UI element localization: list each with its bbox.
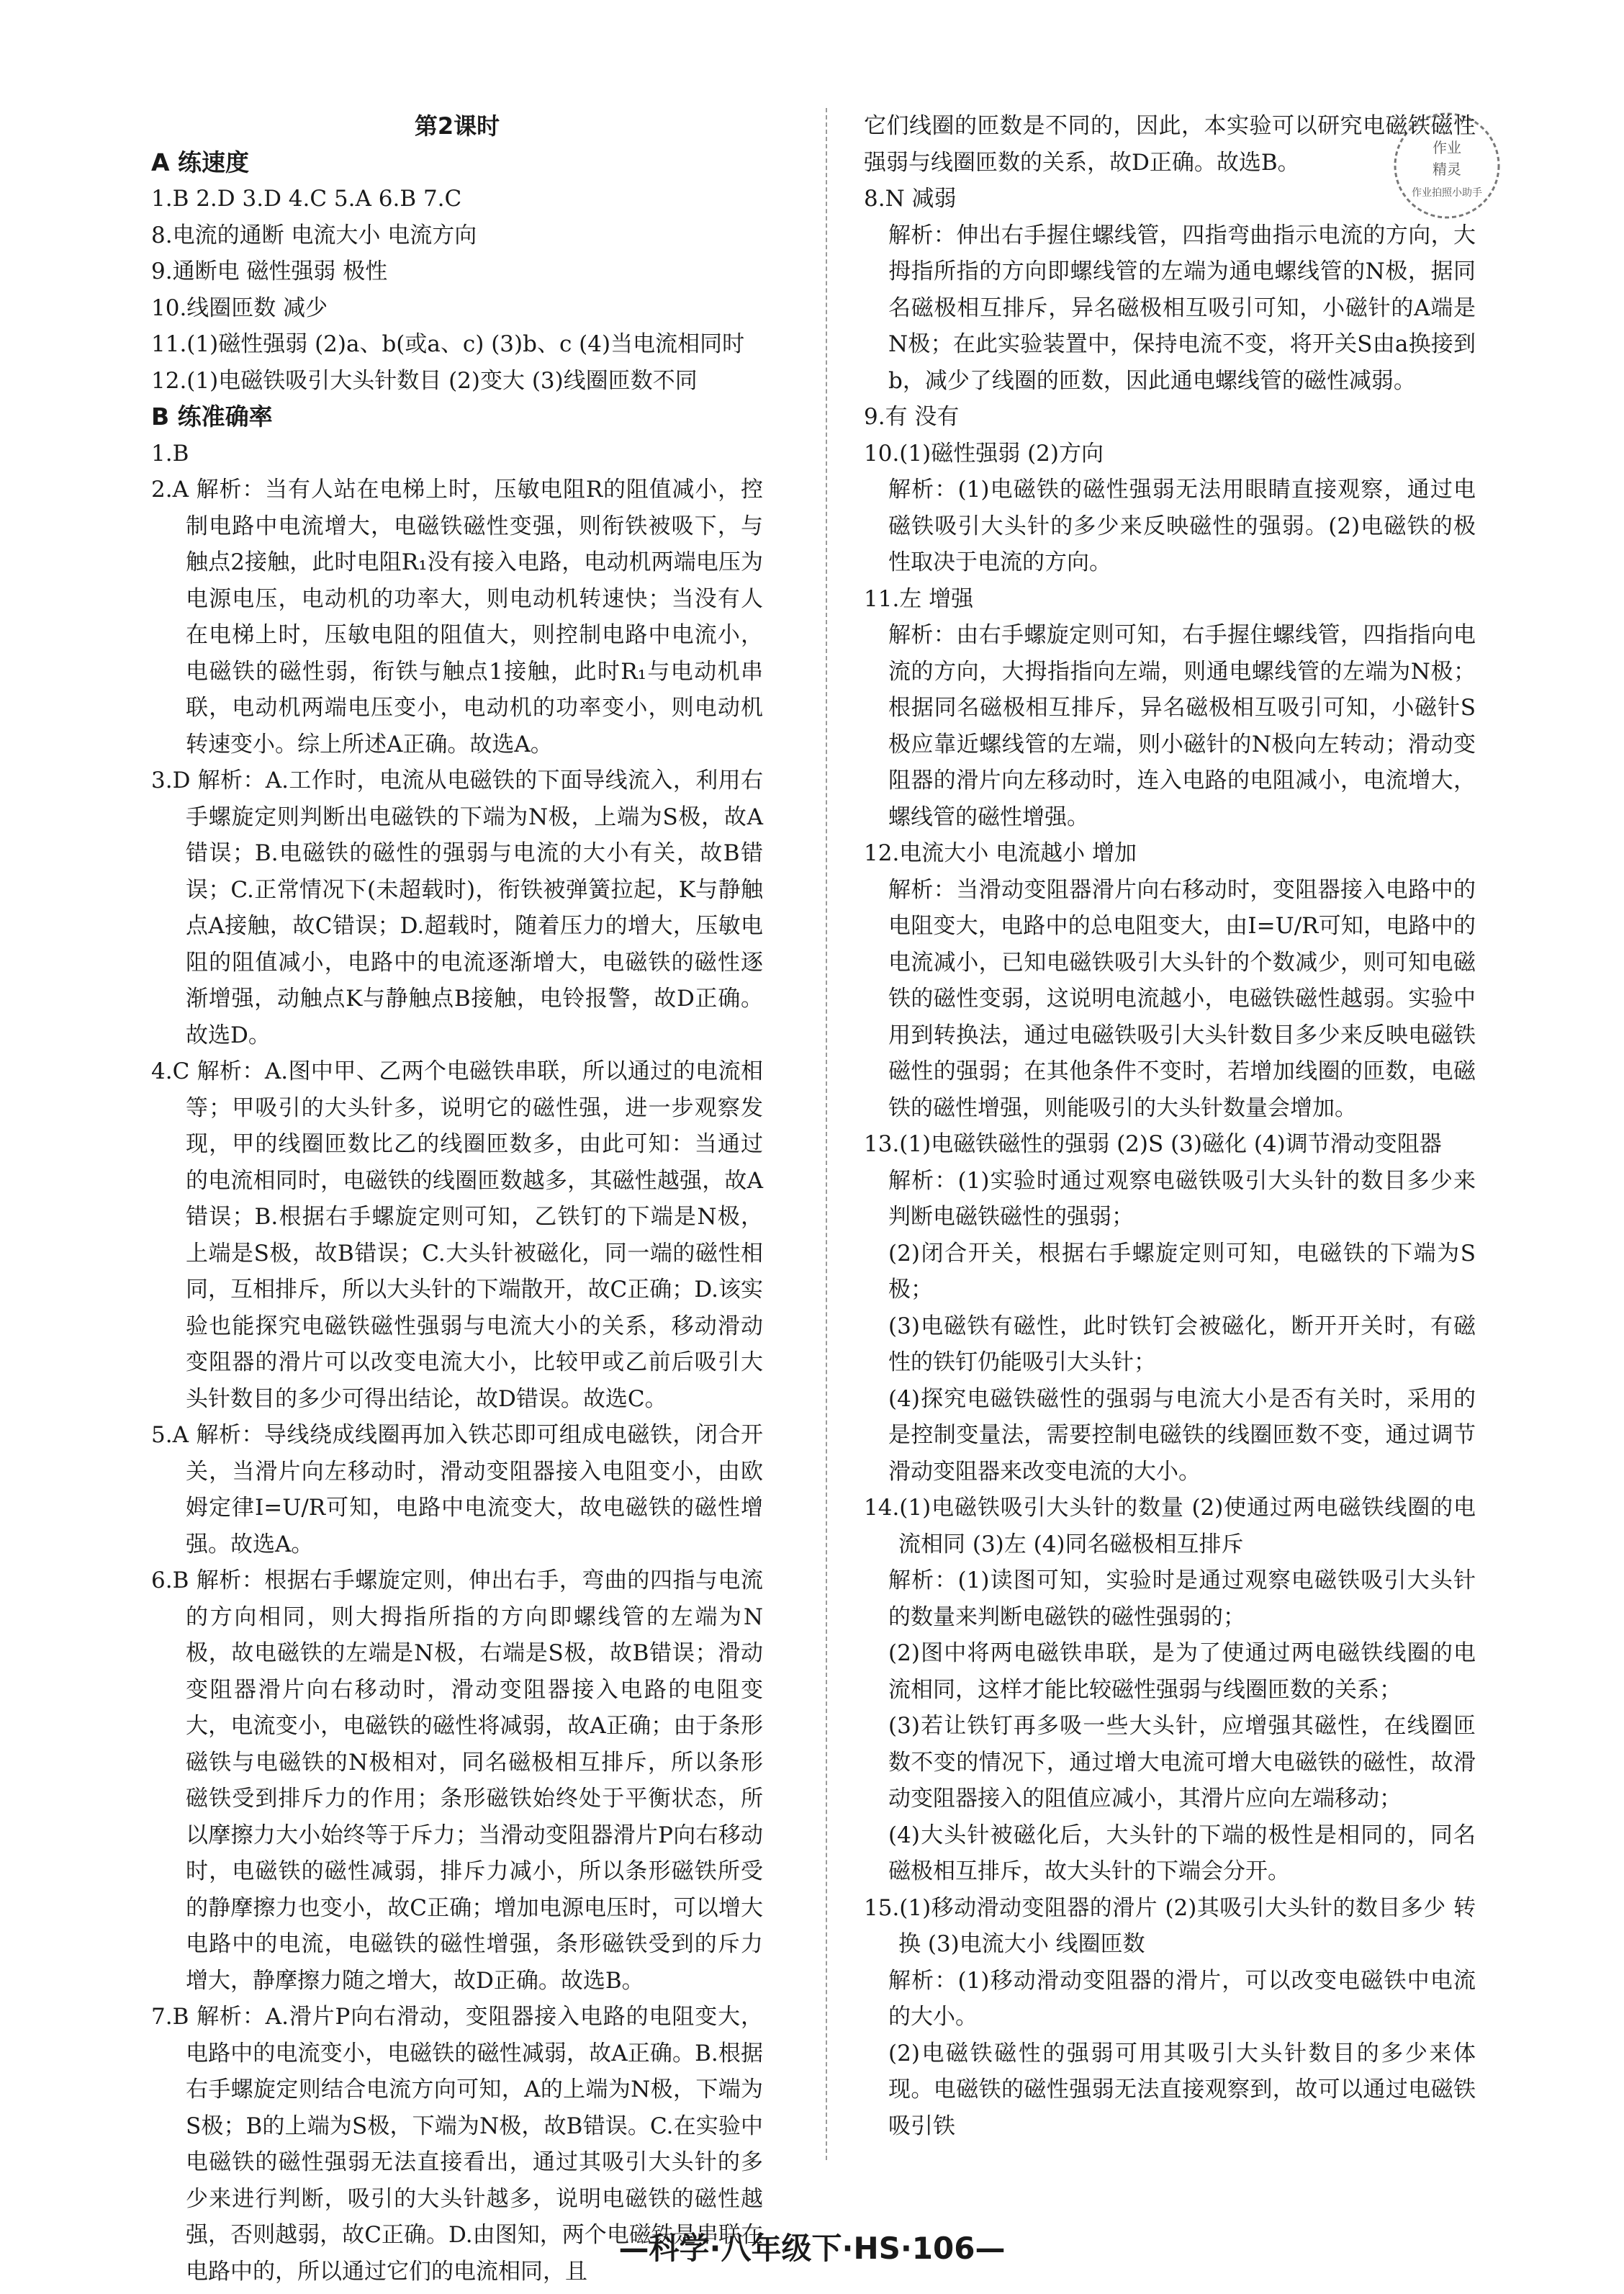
analysis-10: 解析：(1)电磁铁的磁性强弱无法用眼睛直接观察，通过电磁铁吸引大头针的多少来反映磁性的强弱。(2)电磁铁的极性取决于电流的方向。 <box>888 477 1476 575</box>
analysis-13-1: 解析：(1)实验时通过观察电磁铁吸引大头针的数目多少来判断电磁铁磁性的强弱； <box>888 1167 1476 1230</box>
column-divider <box>826 108 828 2160</box>
analysis-13-4: (4)探究电磁铁磁性的强弱与电流大小是否有关时，采用的是控制变量法，需要控制电磁铁的线圈匝数不变，通过调节滑动变阻器来改变电流的大小。 <box>888 1385 1476 1485</box>
analysis-8: 解析：伸出右手握住螺线管，四指弯曲指示电流的方向，大拇指所指的方向即螺线管的左端为通电螺线管的N极，据同名磁极相互排斥，异名磁极相互吸引可知，小磁针的A端是N极；在此实验装置中，保持电流不变，将开关S由a换接到b，减少了线圈的匝数，因此通电螺线管的磁性减弱。 <box>888 222 1476 394</box>
section-a-heading: A 练速度 <box>151 148 250 176</box>
answer-a-9: 9.通断电 磁性强弱 极性 <box>151 258 388 284</box>
answer-b-10: 10.(1)磁性强弱 (2)方向 <box>864 440 1104 467</box>
answer-b-5: 5.A 解析：导线绕成线圈再加入铁芯即可组成电磁铁，闭合开关，当滑片向左移动时，滑动变阻器接入电阻变小，由欧姆定律I=U/R可知，电路中电流变大，故电磁铁的磁性增强。故选A。 <box>151 1422 763 1557</box>
analysis-12: 解析：当滑动变阻器滑片向右移动时，变阻器接入电路中的电阻变大，电路中的总电阻变大，由I=U/R可知，电路中的电流减小，已知电磁铁吸引大头针的个数减少，则可知电磁铁的磁性变弱，这说明电流越小，电磁铁磁性越弱。实验中用到转换法，通过电磁铁吸引大头针数目多少来反映电磁铁磁性的强弱；在其他条件不变时，若增加线圈的匝数，电磁铁的磁性增强，则能吸引的大头针数量会增加。 <box>888 876 1476 1121</box>
answer-b-14: 14.(1)电磁铁吸引大头针的数量 (2)使通过两电磁铁线圈的电流相同 (3)左 (4)同名磁极相互排斥 <box>864 1495 1476 1557</box>
answer-b-13: 13.(1)电磁铁磁性的强弱 (2)S (3)磁化 (4)调节滑动变阻器 <box>864 1131 1442 1157</box>
page-footer: —科学·八年级下·HS·106— <box>618 2231 1006 2266</box>
analysis-11: 解析：由右手螺旋定则可知，右手握住螺线管，四指指向电流的方向，大拇指指向左端，则通电螺线管的左端为N极；根据同名磁极相互排斥，异名磁极相互吸引可知，小磁针S极应靠近螺线管的左端，则小磁针的N极向左转动；滑动变阻器的滑片向左移动时，连入电路的电阻减小，电流增大，螺线管的磁性增强。 <box>888 622 1476 830</box>
answer-a-10: 10.线圈匝数 减少 <box>151 294 328 321</box>
analysis-14-3: (3)若让铁钉再多吸一些大头针，应增强其磁性，在线圈匝数不变的情况下，通过增大电流可增大电磁铁的磁性，故滑动变阻器接入的阻值应减小，其滑片应向左端移动； <box>888 1713 1476 1812</box>
answer-a-12: 12.(1)电磁铁吸引大头针数目 (2)变大 (3)线圈匝数不同 <box>151 367 698 394</box>
answer-b-7-cont: 它们线圈的匝数是不同的，因此，本实验可以研究电磁铁磁性强弱与线圈匝数的关系，故D正确。故选B。 <box>864 113 1476 176</box>
lesson-title: 第2课时 <box>414 112 500 140</box>
left-column <box>151 108 763 2290</box>
analysis-13-2: (2)闭合开关，根据右手螺旋定则可知，电磁铁的下端为S极； <box>888 1240 1476 1303</box>
answer-a-8: 8.电流的通断 电流大小 电流方向 <box>151 222 477 248</box>
answer-b-6: 6.B 解析：根据右手螺旋定则，伸出右手，弯曲的四指与电流的方向相同，则大拇指所指的方向即螺线管的左端为N极，故电磁铁的左端是N极，右端是S极，故B错误；滑动变阻器滑片向右移动时，滑动变阻器接入电路的电阻变大，电流变小，电磁铁的磁性将减弱，故A正确；由于条形磁铁与电磁铁的N极相对，同名磁极相互排斥，所以条形磁铁受到排斥力的作用；条形磁铁始终处于平衡状态，所以摩擦力大小始终等于斥力；当滑动变阻器滑片P向右移动时，电磁铁的磁性减弱，排斥力减小，所以条形磁铁所受的静摩擦力也变小，故C正确；增加电源电压时，可以增大电路中的电流，电磁铁的磁性增强，条形磁铁受到的斥力增大，静摩擦力随之增大，故D正确。故选B。 <box>151 1567 763 1994</box>
answer-b-1: 1.B <box>151 440 189 467</box>
analysis-14-2: (2)图中将两电磁铁串联，是为了使通过两电磁铁线圈的电流相同，这样才能比较磁性强弱与线圈匝数的关系； <box>888 1640 1476 1703</box>
analysis-14-1: 解析：(1)读图可知，实验时是通过观察电磁铁吸引大头针的数量来判断电磁铁的磁性强弱的； <box>888 1567 1476 1630</box>
analysis-15-2: (2)电磁铁磁性的强弱可用其吸引大头针数目的多少来体现。电磁铁的磁性强弱无法直接观察到，故可以通过电磁铁吸引铁 <box>888 2040 1476 2139</box>
answer-b-12: 12.电流大小 电流越小 增加 <box>864 840 1137 866</box>
analysis-13-3: (3)电磁铁有磁性，此时铁钉会被磁化，断开开关时，有磁性的铁钉仍能吸引大头针； <box>888 1313 1476 1375</box>
analysis-15-1: 解析：(1)移动滑动变阻器的滑片，可以改变电磁铁中电流的大小。 <box>888 1967 1476 2030</box>
right-column <box>864 108 1476 2144</box>
answer-b-3: 3.D 解析：A.工作时，电流从电磁铁的下面导线流入，利用右手螺旋定则判断出电磁铁的下端为N极，上端为S极，故A错误；B.电磁铁的磁性的强弱与电流的大小有关，故B错误；C.正常情况下(未超载时)，衔铁被弹簧拉起，K与静触点A接触，故C错误；D.超载时，随着压力的增大，压敏电阻的阻值减小，电路中的电流逐渐增大，电磁铁的磁性逐渐增强，动触点K与静触点B接触，电铃报警，故D正确。故选D。 <box>151 768 763 1048</box>
answer-b-11: 11.左 增强 <box>864 585 974 612</box>
answer-b-2: 2.A 解析：当有人站在电梯上时，压敏电阻R的阻值减小，控制电路中电流增大，电磁铁磁性变强，则衔铁被吸下，与触点2接触，此时电阻R₁没有接入电路，电动机两端电压为电源电压，电动机的功率大，则电动机转速快；当没有人在电梯上时，压敏电阻的阻值大，则控制电路中电流小，电磁铁的磁性弱，衔铁与触点1接触，此时R₁与电动机串联，电动机两端电压变小，电动机的功率变小，则电动机转速变小。综上所述A正确。故选A。 <box>151 477 763 757</box>
answer-b-7: 7.B 解析：A.滑片P向右滑动，变阻器接入电路的电阻变大，电路中的电流变小，电磁铁的磁性减弱，故A正确。B.根据右手螺旋定则结合电流方向可知，A的上端为N极，下端为S极；B的上端为S极，下端为N极，故B错误。C.在实验中电磁铁的磁性强弱无法直接看出，通过其吸引大头针的多少来进行判断，吸引的大头针越多，说明电磁铁的磁性越强，否则越弱，故C正确。D.由图知，两个电磁铁是串联在电路中的，所以通过它们的电流相同，且 <box>151 2004 763 2285</box>
answer-b-15: 15.(1)移动滑动变阻器的滑片 (2)其吸引大头针的数目多少 转换 (3)电流大小 线圈匝数 <box>864 1894 1476 1957</box>
answer-b-4: 4.C 解析：A.图中甲、乙两个电磁铁串联，所以通过的电流相等；甲吸引的大头针多，说明它的磁性强，进一步观察发现，甲的线圈匝数比乙的线圈匝数多，由此可知：当通过的电流相同时，电磁铁的线圈匝数越多，其磁性越强，故A错误；B.根据右手螺旋定则可知，乙铁钉的下端是N极，上端是S极，故B错误；C.大头针被磁化，同一端的磁性相同，互相排斥，所以大头针的下端散开，故C正确；D.该实验也能探究电磁铁磁性强弱与电流大小的关系，移动滑动变阻器的滑片可以改变电流大小，比较甲或乙前后吸引大头针数目的多少可得出结论，故D错误。故选C。 <box>151 1058 763 1412</box>
stamp-top: 作业 <box>1433 139 1461 156</box>
analysis-14-4: (4)大头针被磁化后，大头针的下端的极性是相同的，同名磁极相互排斥，故大头针的下端会分开。 <box>888 1822 1476 1884</box>
stamp-bottom: 作业拍照小助手 <box>1412 187 1482 199</box>
section-b-heading: B 练准确率 <box>151 402 273 431</box>
answer-b-9: 9.有 没有 <box>864 404 960 430</box>
stamp-mid: 精灵 <box>1433 161 1461 178</box>
answer-a-11: 11.(1)磁性强弱 (2)a、b(或a、c) (3)b、c (4)当电流相同时 <box>151 331 745 357</box>
answer-b-8: 8.N 减弱 <box>864 186 957 212</box>
answer-a-1: 1.B 2.D 3.D 4.C 5.A 6.B 7.C <box>151 186 462 212</box>
